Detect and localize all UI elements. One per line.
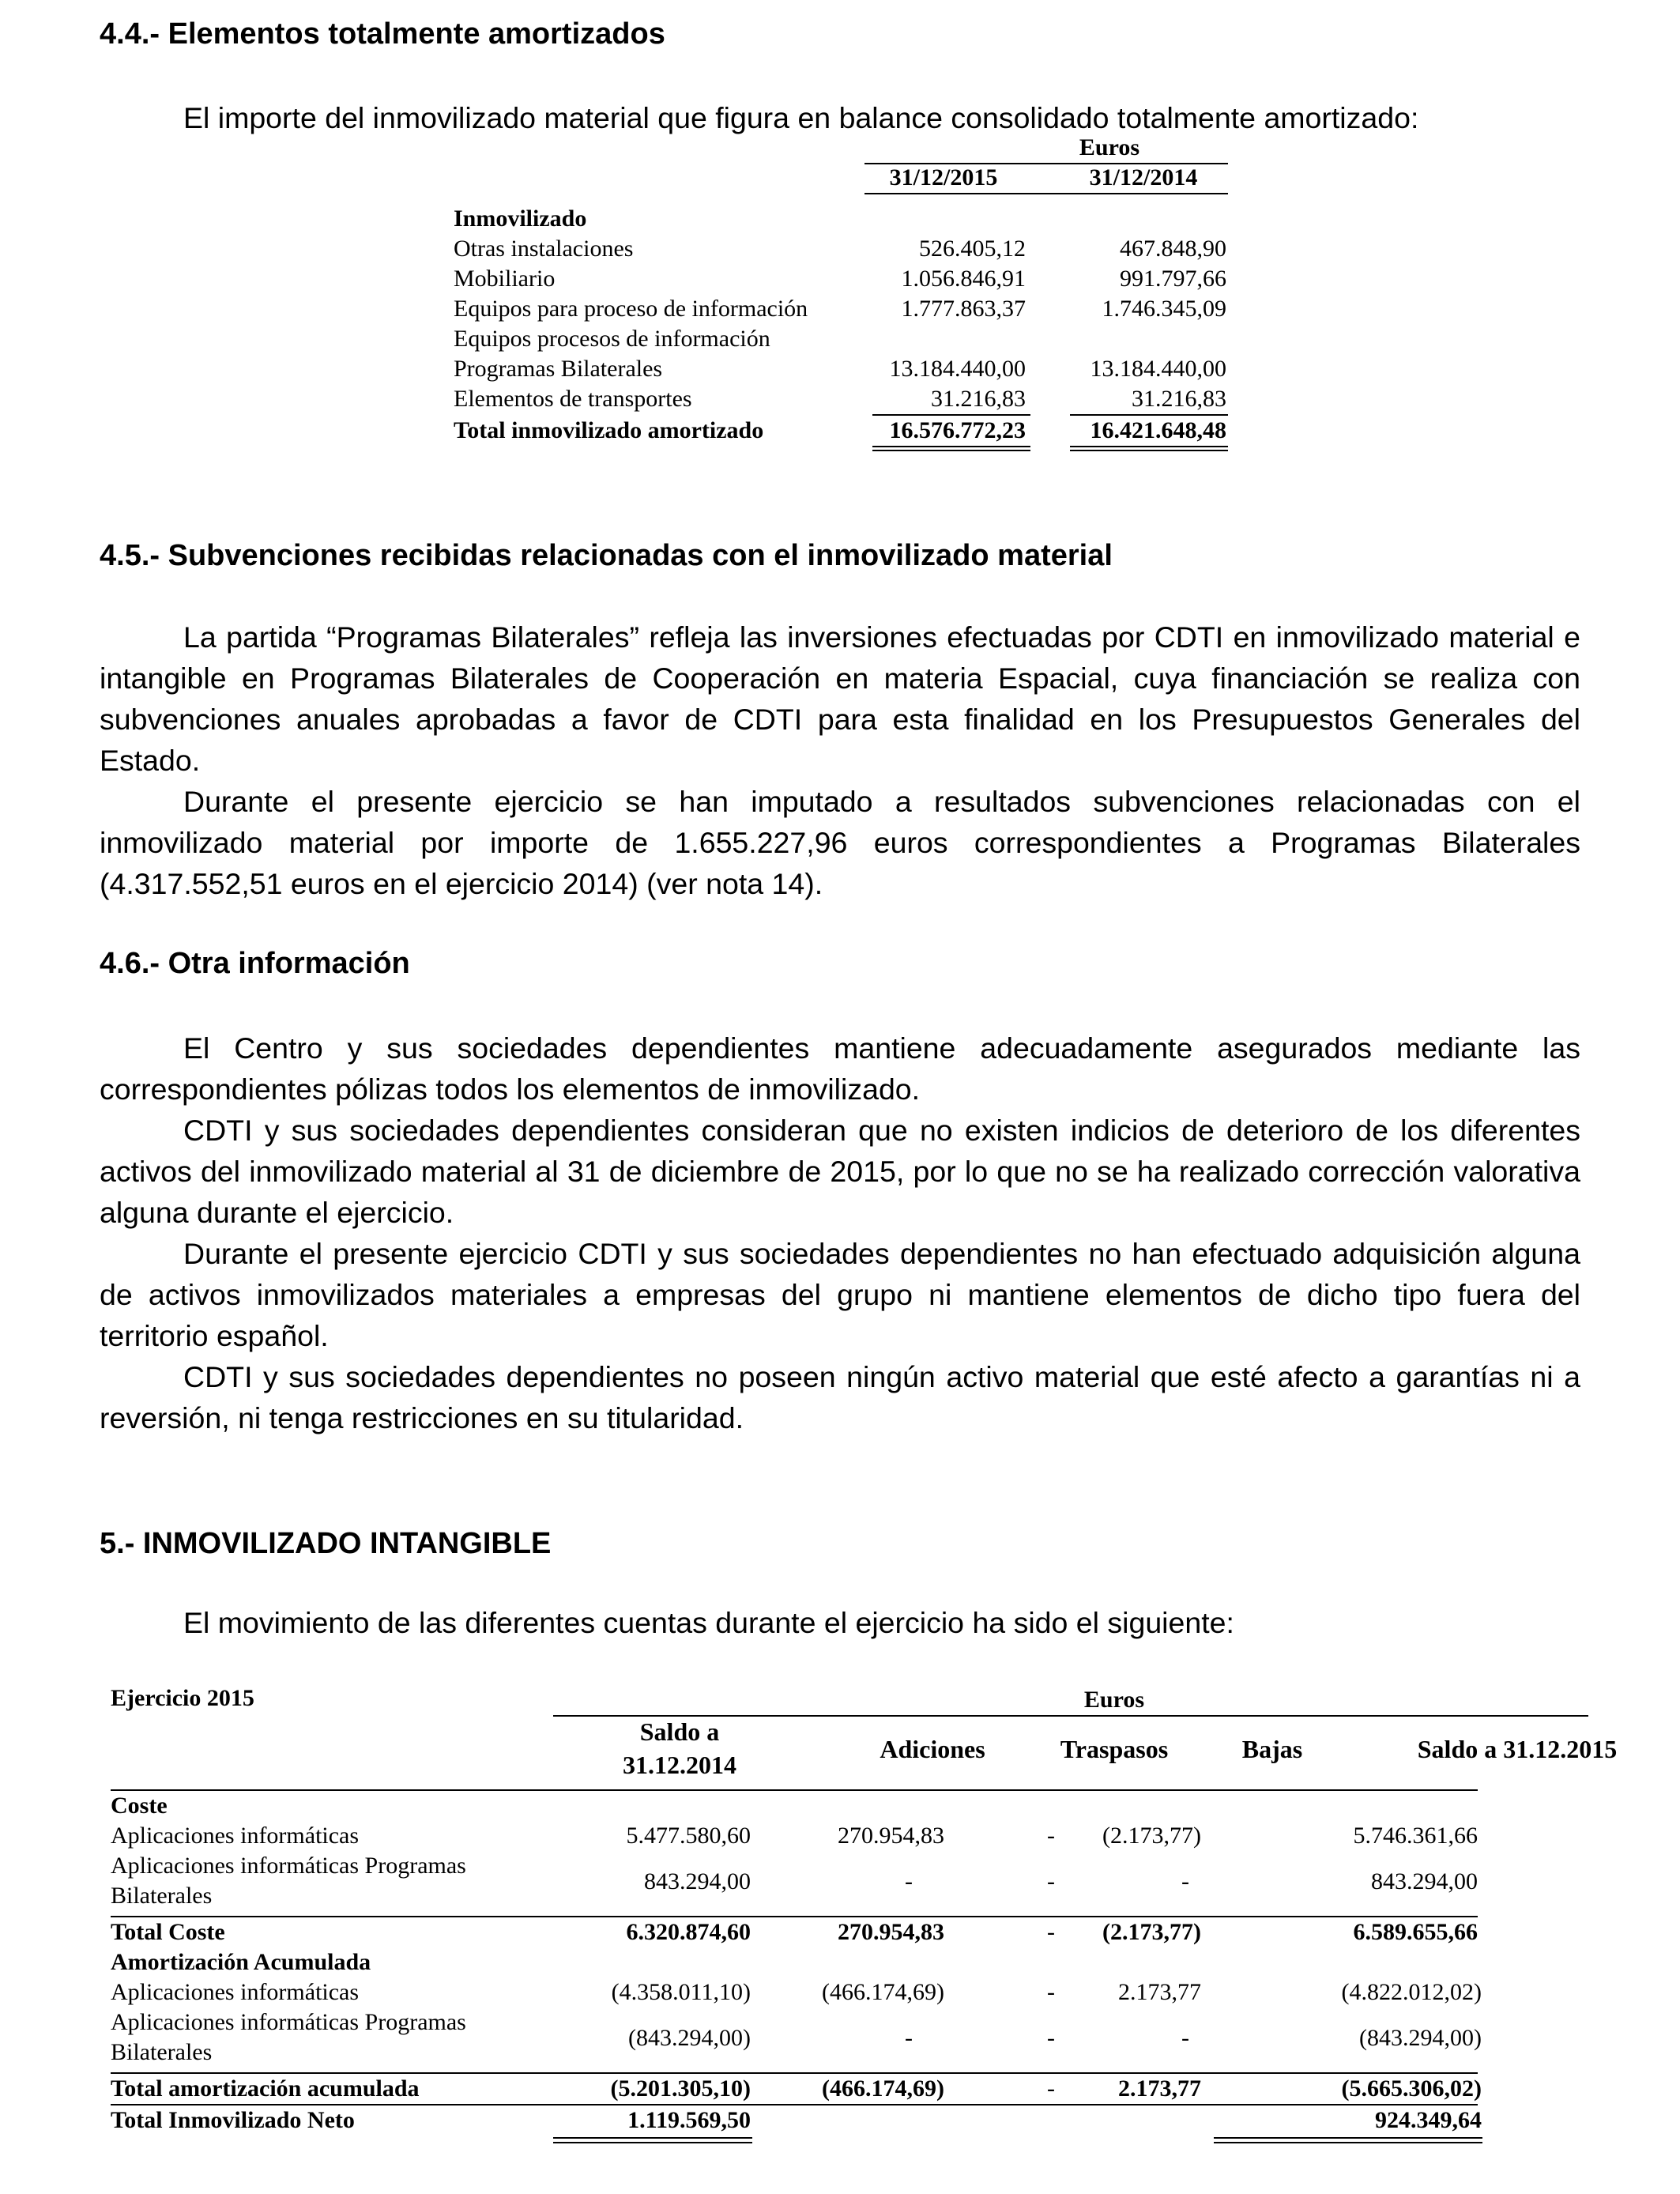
saldo-inicial: 6.320.874,60 [626,1919,751,1945]
saldo-final: 5.746.361,66 [1353,1823,1478,1849]
row-label: Otras instalaciones [454,236,634,262]
total-label: Total inmovilizado amortizado [454,417,764,443]
row-label-cont: Bilaterales [111,1883,213,1909]
double-rule [1214,2142,1482,2143]
row-label: Elementos de transportes [454,386,692,412]
traspasos: - [1047,1823,1055,1849]
total-2014: 16.421.648,48 [1090,417,1226,443]
saldo-inicial: (5.201.305,10) [610,2075,751,2102]
bajas: 2.173,77 [1118,1979,1201,2005]
saldo-final: 6.589.655,66 [1353,1919,1478,1945]
adiciones: 270.954,83 [838,1919,944,1945]
value-2015: 13.184.440,00 [889,356,1026,382]
total-label: Total Coste [111,1919,225,1945]
heading-4-4: 4.4.- Elementos totalmente amortizados [100,17,665,51]
header-rule-top [864,163,1228,164]
double-rule [1070,446,1228,447]
total-label: Total Inmovilizado Neto [111,2107,355,2133]
double-rule [872,450,1030,451]
paragraph: El Centro y sus sociedades dependientes mantiene adecuadamente asegurados mediante las correspondientes pólizas todos los elementos de inmovilizado. [100,1031,1580,1106]
double-rule [553,2142,752,2143]
row-label: Programas Bilaterales [454,356,663,382]
col-saldo-inicial-header: Saldo a [639,1717,720,1746]
row-label: Aplicaciones informáticas [111,1823,360,1849]
row-label: Equipos para proceso de información [454,296,808,322]
heading-5: 5.- INMOVILIZADO INTANGIBLE [100,1527,552,1560]
heading-4-6: 4.6.- Otra información [100,947,410,980]
col-2014-header: 31/12/2014 [1089,164,1198,190]
paragraph: La partida “Programas Bilaterales” refleja las inversiones efectuadas por CDTI en inmovilizado material e intangible en Programas Bilaterales de Cooperación en materia Espacial, cuya financiación se realiza con subvenciones anuales aprobadas a favor de CDTI para esta finalidad en los Presupuestos Generales del Estado. [100,620,1580,777]
total-2015: 16.576.772,23 [889,417,1026,443]
traspasos: - [1047,1868,1055,1894]
bajas: - [1181,2025,1189,2051]
adiciones: (466.174,69) [822,2075,944,2102]
traspasos: - [1047,2075,1055,2102]
value-2015: 1.056.846,91 [901,266,1026,292]
paragraph: CDTI y sus sociedades dependientes consideran que no existen indicios de deterioro de los diferentes activos del inmovilizado material al 31 de diciembre de 2015, por lo que no se ha realizado corrección valorativa alguna durante el ejercicio. [100,1114,1580,1229]
total-label: Total amortización acumulada [111,2075,420,2102]
saldo-final: (843.294,00) [1359,2025,1482,2051]
paragraph: Durante el presente ejercicio CDTI y sus sociedades dependientes no han efectuado adquisición alguna de activos inmovilizados materiales a empresas del grupo ni mantiene elementos de dicho tipo fuera del territorio español. [100,1237,1580,1352]
saldo-inicial: (843.294,00) [628,2025,751,2051]
value-2014: 13.184.440,00 [1090,356,1226,382]
saldo-inicial: 1.119.569,50 [627,2107,751,2133]
value-2015: 31.216,83 [931,386,1026,412]
paragraph: CDTI y sus sociedades dependientes no poseen ningún activo material que esté afecto a garantías ni a reversión, ni tenga restricciones en su titularidad. [100,1360,1580,1434]
col-traspasos-header: Traspasos [1060,1735,1169,1763]
col-saldo-final-header: Saldo a 31.12.2015 [1417,1735,1618,1763]
traspasos: - [1047,2025,1055,2051]
col-saldo-inicial-date: 31.12.2014 [623,1751,736,1779]
value-2014: 467.848,90 [1120,236,1226,262]
row-label: Equipos procesos de información [454,326,770,352]
saldo-inicial: (4.358.011,10) [611,1979,751,2005]
bajas: (2.173,77) [1102,1823,1201,1849]
intro-5: El movimiento de las diferentes cuentas durante el ejercicio ha sido el siguiente: [183,1606,1234,1639]
row-label: Aplicaciones informáticas Programas [111,2009,466,2035]
bajas: - [1181,1868,1189,1894]
saldo-final: 924.349,64 [1375,2107,1482,2133]
value-2014: 1.746.345,09 [1102,296,1226,322]
traspasos: - [1047,1919,1055,1945]
adiciones: (466.174,69) [822,1979,944,2005]
paragraph: Durante el presente ejercicio se han imputado a resultados subvenciones relacionadas con el inmovilizado material por importe de 1.655.227,96 euros correspondientes a Programas Bilaterales (4.317.552,51 euros en el ejercicio 2014) (ver nota 14). [100,785,1580,900]
adiciones: - [905,2025,913,2051]
header-rule-bottom [864,193,1228,194]
bajas: (2.173,77) [1102,1919,1201,1945]
value-2015: 526.405,12 [919,236,1026,262]
units-header: Euros [1079,134,1140,160]
col-2015-header: 31/12/2015 [889,164,998,190]
double-rule [1070,450,1228,451]
saldo-inicial: 843.294,00 [644,1868,751,1894]
row-label: Mobiliario [454,266,556,292]
col-bajas-header: Bajas [1241,1735,1303,1763]
header-rule-bottom [111,1789,1478,1791]
bajas: 2.173,77 [1118,2075,1201,2102]
intro-4-4: El importe del inmovilizado material que figura en balance consolidado totalmente amortizado: [183,101,1419,134]
value-2014: 991.797,66 [1120,266,1226,292]
value-2015: 1.777.863,37 [901,296,1026,322]
saldo-final: (4.822.012,02) [1341,1979,1482,2005]
units-header: Euros [1083,1687,1145,1713]
saldo-final: 843.294,00 [1371,1868,1478,1894]
traspasos: - [1047,1979,1055,2005]
section-amortizacion: Amortización Acumulada [111,1949,371,1975]
double-rule [1214,2137,1482,2139]
double-rule [872,446,1030,447]
heading-4-5: 4.5.- Subvenciones recibidas relacionadas con el inmovilizado material [100,539,1113,572]
row-label-cont: Bilaterales [111,2039,213,2065]
section-coste: Coste [111,1793,168,1819]
table-title: Ejercicio 2015 [111,1685,254,1711]
value-2014: 31.216,83 [1132,386,1226,412]
double-rule [553,2137,752,2139]
adiciones: - [905,1868,913,1894]
col-adiciones-header: Adiciones [880,1735,985,1763]
adiciones: 270.954,83 [838,1823,944,1849]
row-label: Aplicaciones informáticas Programas [111,1853,466,1879]
saldo-inicial: 5.477.580,60 [626,1823,751,1849]
saldo-final: (5.665.306,02) [1341,2075,1482,2102]
row-label: Aplicaciones informáticas [111,1979,360,2005]
